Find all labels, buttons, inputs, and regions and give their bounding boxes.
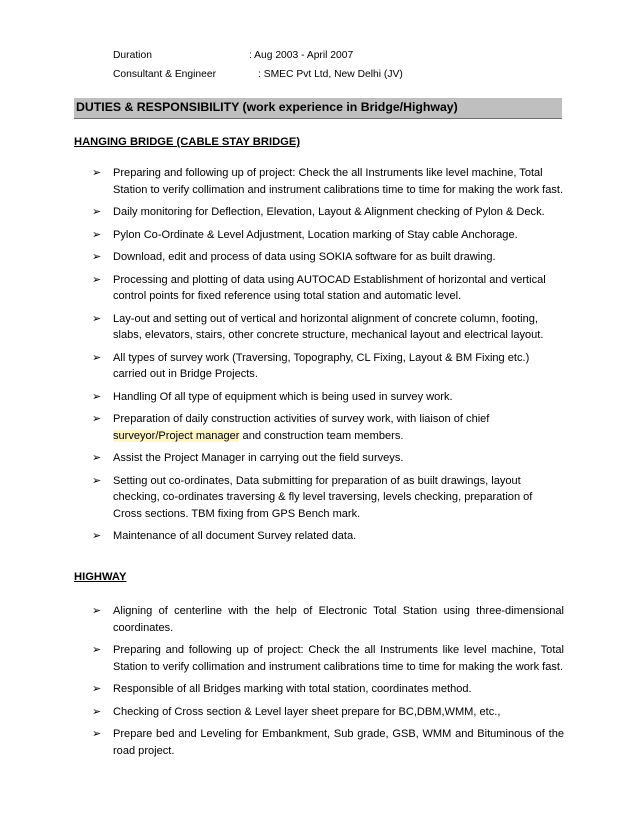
list-item: ➢ Processing and plotting of data using AUTOCAD Establishment of horizontal and vertical control points for fixed reference using total station and automatic level. [92,273,546,302]
list-item: ➢ Assist the Project Manager in carrying out the field surveys. [92,450,564,467]
list-item: ➢ Preparing and following up of project: Check the all Instruments like level machine, Total Station to verify collimation and instrument calibrations time to time for making the work fast. [92,167,564,196]
list-item: ➢ Download, edit and process of data using SOKIA software for as built drawing. [92,249,564,266]
list-item: ➢ All types of survey work (Traversing, Topography, CL Fixing, Layout & BM Fixing etc.) carried out in Bridge Projects. [92,351,530,380]
arrow-bullet-icon: ➢ [92,413,102,425]
list-item: ➢ Checking of Cross section & Level layer sheet prepare for BC,DBM,WMM, etc., [92,704,564,721]
arrow-bullet-icon: ➢ [92,206,102,218]
list-item: ➢ Lay-out and setting out of vertical and horizontal alignment of concrete column, footing, slabs, elevators, stairs, other concrete structure, mechanical layout and electrical layout. [92,312,544,341]
duration-value: : Aug 2003 - April 2007 [249,50,354,61]
arrow-bullet-icon: ➢ [92,605,102,617]
arrow-bullet-icon: ➢ [92,530,102,542]
arrow-bullet-icon: ➢ [92,728,102,740]
hanging-bridge-heading: HANGING BRIDGE (CABLE STAY BRIDGE) [74,136,301,148]
list-item: ➢ Preparing and following up of project: Check the all Instruments like level machine, Total Station to verify collimation and instrument calibrations time to time for making the work fast. [92,644,564,673]
arrow-bullet-icon: ➢ [92,474,102,487]
list-item: ➢ Responsible of all Bridges marking with total station, coordinates method. [92,681,564,698]
list-item: ➢ Setting out co-ordinates, Data submitting for preparation of as built drawings, layout checking, co-ordinates traversing & fly level traversing, levels checking, preparation of Cross sections. TBM fixing from GPS Bench mark. [92,474,533,520]
arrow-bullet-icon: ➢ [92,167,102,179]
arrow-bullet-icon: ➢ [92,273,102,286]
list-item: ➢ Daily monitoring for Deflection, Elevation, Layout & Alignment checking of Pylon & Deck. [92,204,564,221]
arrow-bullet-icon: ➢ [92,683,102,695]
arrow-bullet-icon: ➢ [92,351,102,364]
arrow-bullet-icon: ➢ [92,452,102,464]
highlighted-text: surveyor/Project manager [113,429,240,442]
highway-heading: HIGHWAY [74,571,127,583]
consultant-value: : SMEC Pvt Ltd, New Delhi (JV) [258,69,403,80]
consultant-label: Consultant & Engineer [113,69,217,80]
list-item: ➢ Aligning of centerline with the help of Electronic Total Station using three-dimensional coordinates. [92,605,564,634]
arrow-bullet-icon: ➢ [92,251,102,263]
list-item: ➢ Handling Of all type of equipment which is being used in survey work. [92,389,564,406]
arrow-bullet-icon: ➢ [92,312,102,325]
arrow-bullet-icon: ➢ [92,705,102,718]
arrow-bullet-icon: ➢ [92,390,102,403]
list-item: ➢ Prepare bed and Leveling for Embankment, Sub grade, GSB, WMM and Bituminous of the road project. [92,728,564,757]
hanging-bridge-list [92,165,564,551]
list-item: ➢ Preparation of daily construction activities of survey work, with liaison of chief surveyor/Project manager and construction team members. [92,413,490,442]
highway-list [92,603,564,765]
arrow-bullet-icon: ➢ [92,644,102,656]
duration-label: Duration [113,50,152,61]
arrow-bullet-icon: ➢ [92,228,102,241]
section-title-banner [74,98,562,119]
list-item: ➢ Maintenance of all document Survey related data. [92,528,564,545]
list-item: ➢ Pylon Co-Ordinate & Level Adjustment, Location marking of Stay cable Anchorage. [92,227,564,244]
section-title: DUTIES & RESPONSIBILITY (work experience in Bridge/Highway) [76,100,458,114]
